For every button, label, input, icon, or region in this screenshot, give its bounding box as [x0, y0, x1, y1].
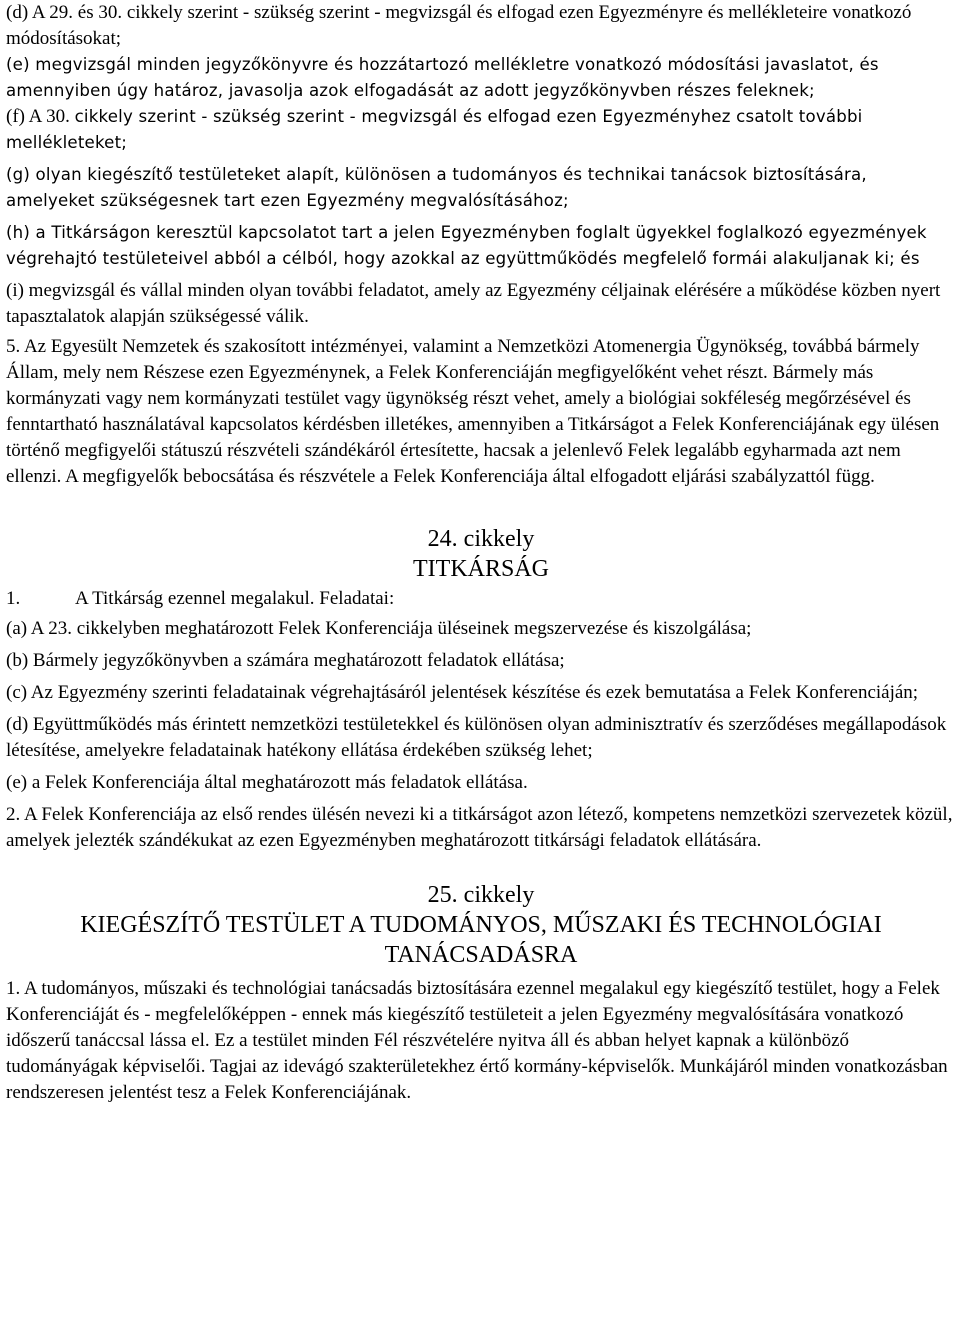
- item-g-art23: (g) olyan kiegészítő testületeket alapít, különösen a tudományos és technikai tanácsok biztosítására, amelyeket szükségesnek tart ezen Egyezmény megvalósításához;: [6, 165, 867, 210]
- item-f-start: (f) A 30.: [6, 106, 70, 127]
- document-page: [6, 0, 956, 1106]
- item-i-art23: (i) megvizsgál és vállal minden olyan további feladatot, amely az Egyezmény céljainak elérésére a működése közben nyert tapasztalatok alapján szükségessé válik.: [6, 280, 941, 327]
- item-d-art23: (d) A 29. és 30. cikkely szerint - szükség szerint - megvizsgál és elfogad ezen Egyezményre és mellékleteire vonatkozó módosításokat;: [6, 2, 912, 49]
- article-24-heading: [6, 524, 956, 584]
- article-25-number: 25. cikkely: [427, 882, 535, 908]
- paragraph-5-art23: 5. Az Egyesült Nemzetek és szakosított intézményei, valamint a Nemzetközi Atomenergia Ügynökség, továbbá bármely Állam, mely nem Részese ezen Egyezménynek, a Felek Konferenciáján megfigyelőként vehet részt. Bármely más kormányzati vagy nem kormányzati testület vagy ügynökség részt vehet, amely a biológiai sokféleség megőrzésével és fenntartható használatával kapcsolatos kérdésben illetékes, amennyiben a Titkárságot a Felek Konferenciájának egy ülésen történő megfigyelői státuszú részvételi szándékáról értesítette, hacsak a jelenlevő Felek legalább egyharmada azt nem ellenzi. A megfigyelők bebocsátása és részvétele a Felek Konferenciája által elfogadott eljárási szabályzattól függ.: [6, 336, 940, 487]
- paragraph-2-art24: 2. A Felek Konferenciája az első rendes ülésén nevezi ki a titkárságot azon létező, kompetens nemzetközi szervezetek közül, amelyek jelezték szándékukat az ezen Egyezményben meghatározott titkársági feladatok ellátására.: [6, 804, 953, 851]
- item-f-art23: [6, 104, 956, 156]
- item-f-rest: cikkely szerint - szükség szerint - megvizsgál és elfogad ezen Egyezményhez csatolt további mellékleteket;: [6, 107, 863, 152]
- article-24-title: TITKÁRSÁG: [413, 556, 549, 582]
- paragraph-1-art25: 1. A tudományos, műszaki és technológiai tanácsadás biztosítására ezennel megalakul egy kiegészítő testület, hogy a Felek Konferenciáját és - megfelelőképpen - ennek más kiegészítő testületeit a jelen Egyezmény megvalósítására vonatkozó időszerű tanáccsal lássa el. Ez a testület minden Fél részvételére nyitva áll és abban helyet kapnak a különböző tudományágak képviselői. Tagjai az idevágó szakterületekhez értő kormány-képviselők. Munkájáról minden vonatkozásban rendszeresen jelentést tesz a Felek Konferenciájának.: [6, 978, 948, 1103]
- article-24-intro: [6, 586, 956, 612]
- item-a-art24: (a) A 23. cikkelyben meghatározott Felek Konferenciája üléseinek megszervezése és kiszolgálása;: [6, 618, 752, 639]
- item-e-art23: (e) megvizsgál minden jegyzőkönyvre és hozzátartozó mellékletre vonatkozó módosítási javaslatot, és amennyiben úgy határoz, javasolja azok elfogadását az adott jegyzőkönyvben részes feleknek;: [6, 55, 879, 100]
- article-25-heading: [6, 880, 956, 970]
- article-24-number: 24. cikkely: [427, 526, 535, 552]
- item-h-art23: (h) a Titkárságon keresztül kapcsolatot tart a jelen Egyezményben foglalt ügyekkel foglalkozó egyezmények végrehajtó testületeivel abból a célból, hogy azokkal az együttműködés megfelelő formái alakuljanak ki; és: [6, 223, 927, 268]
- item-b-art24: (b) Bármely jegyzőkönyvben a számára meghatározott feladatok ellátása;: [6, 650, 565, 671]
- article-24-intro-number: 1.: [6, 588, 21, 609]
- item-c-art24: (c) Az Egyezmény szerinti feladatainak végrehajtásáról jelentések készítése és ezek bemutatása a Felek Konferenciáján;: [6, 682, 919, 703]
- article-24-intro-text: A Titkárság ezennel megalakul. Feladatai:: [75, 588, 395, 609]
- item-d-art24: (d) Együttműködés más érintett nemzetközi testületekkel és különösen olyan adminisztratív és szerződéses megállapodások létesítése, amelyekre feladatainak hatékony ellátása érdekében szükség lehet;: [6, 714, 947, 761]
- item-e-art24: (e) a Felek Konferenciája által meghatározott más feladatok ellátása.: [6, 772, 528, 793]
- article-25-title: KIEGÉSZÍTŐ TESTÜLET A TUDOMÁNYOS, MŰSZAKI ÉS TECHNOLÓGIAI TANÁCSADÁSRA: [80, 912, 882, 968]
